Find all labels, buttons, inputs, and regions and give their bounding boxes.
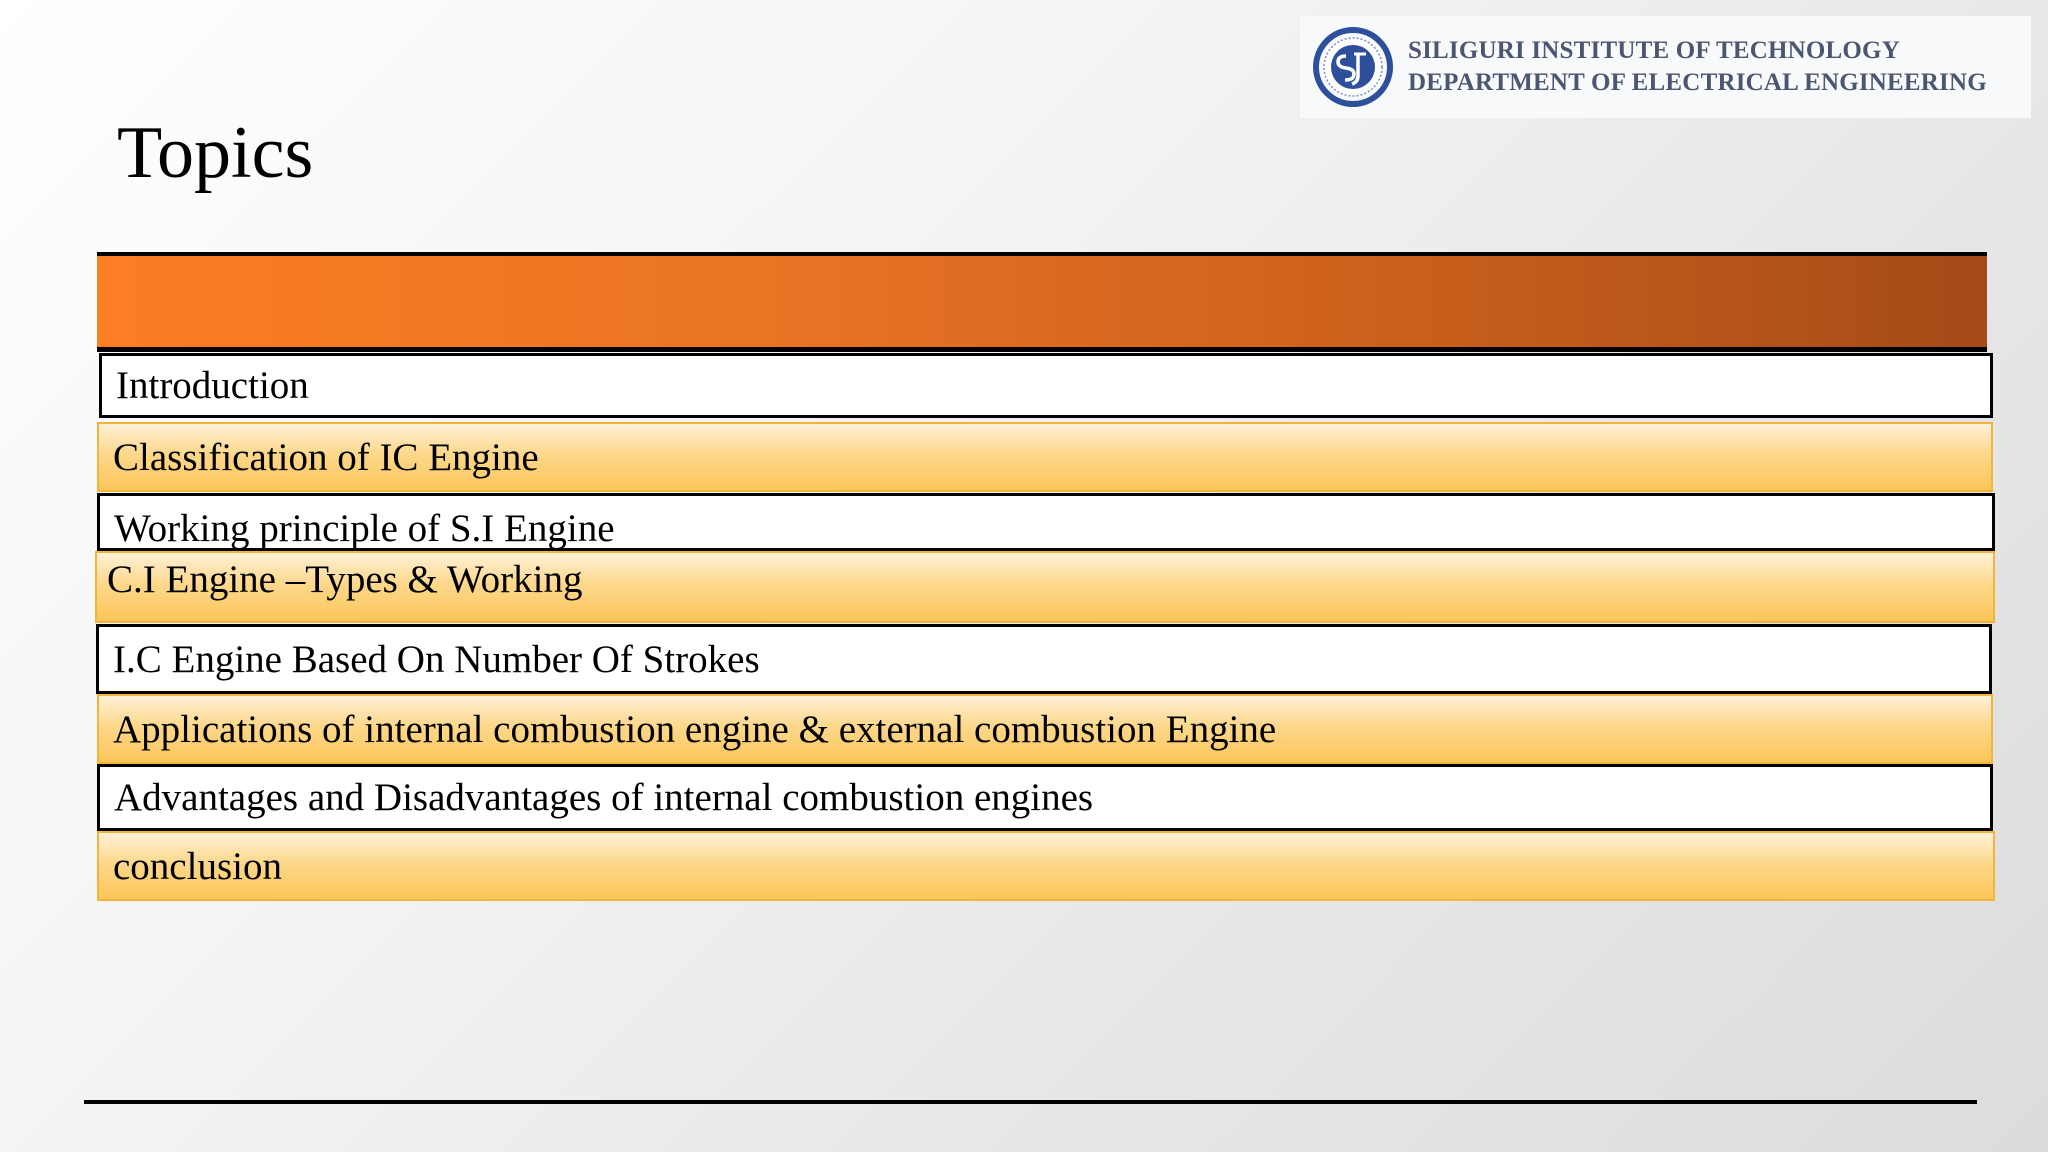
siliguri-institute-seal-icon — [1312, 26, 1394, 108]
topic-label: Classification of IC Engine — [113, 435, 539, 479]
topic-row-applications — [97, 694, 1993, 764]
topic-row-si-engine — [97, 493, 1995, 551]
page-title: Topics — [117, 112, 314, 194]
institute-logo-banner — [1300, 16, 2031, 118]
topic-row-strokes — [96, 624, 1992, 694]
topic-label: C.I Engine –Types & Working — [107, 558, 583, 601]
topic-row-classification — [97, 422, 1993, 492]
topic-row-advantages — [97, 764, 1993, 831]
footer-divider — [84, 1100, 1977, 1104]
topic-label: Working principle of S.I Engine — [114, 506, 615, 550]
topic-row-introduction — [99, 353, 1993, 418]
topic-row-conclusion — [97, 831, 1995, 901]
logo-department-name: DEPARTMENT OF ELECTRICAL ENGINEERING — [1408, 69, 1987, 96]
table-header-bar — [97, 252, 1987, 352]
logo-institute-name: SILIGURI INSTITUTE OF TECHNOLOGY — [1408, 37, 1900, 64]
topic-row-ci-engine — [95, 551, 1995, 623]
topic-label: Applications of internal combustion engine & external combustion Engine — [113, 707, 1277, 751]
topic-label: conclusion — [113, 844, 282, 888]
topic-label: Advantages and Disadvantages of internal combustion engines — [114, 776, 1094, 819]
logo-text — [1408, 35, 1987, 99]
topic-label: Introduction — [116, 364, 309, 407]
topic-label: I.C Engine Based On Number Of Strokes — [113, 637, 760, 681]
